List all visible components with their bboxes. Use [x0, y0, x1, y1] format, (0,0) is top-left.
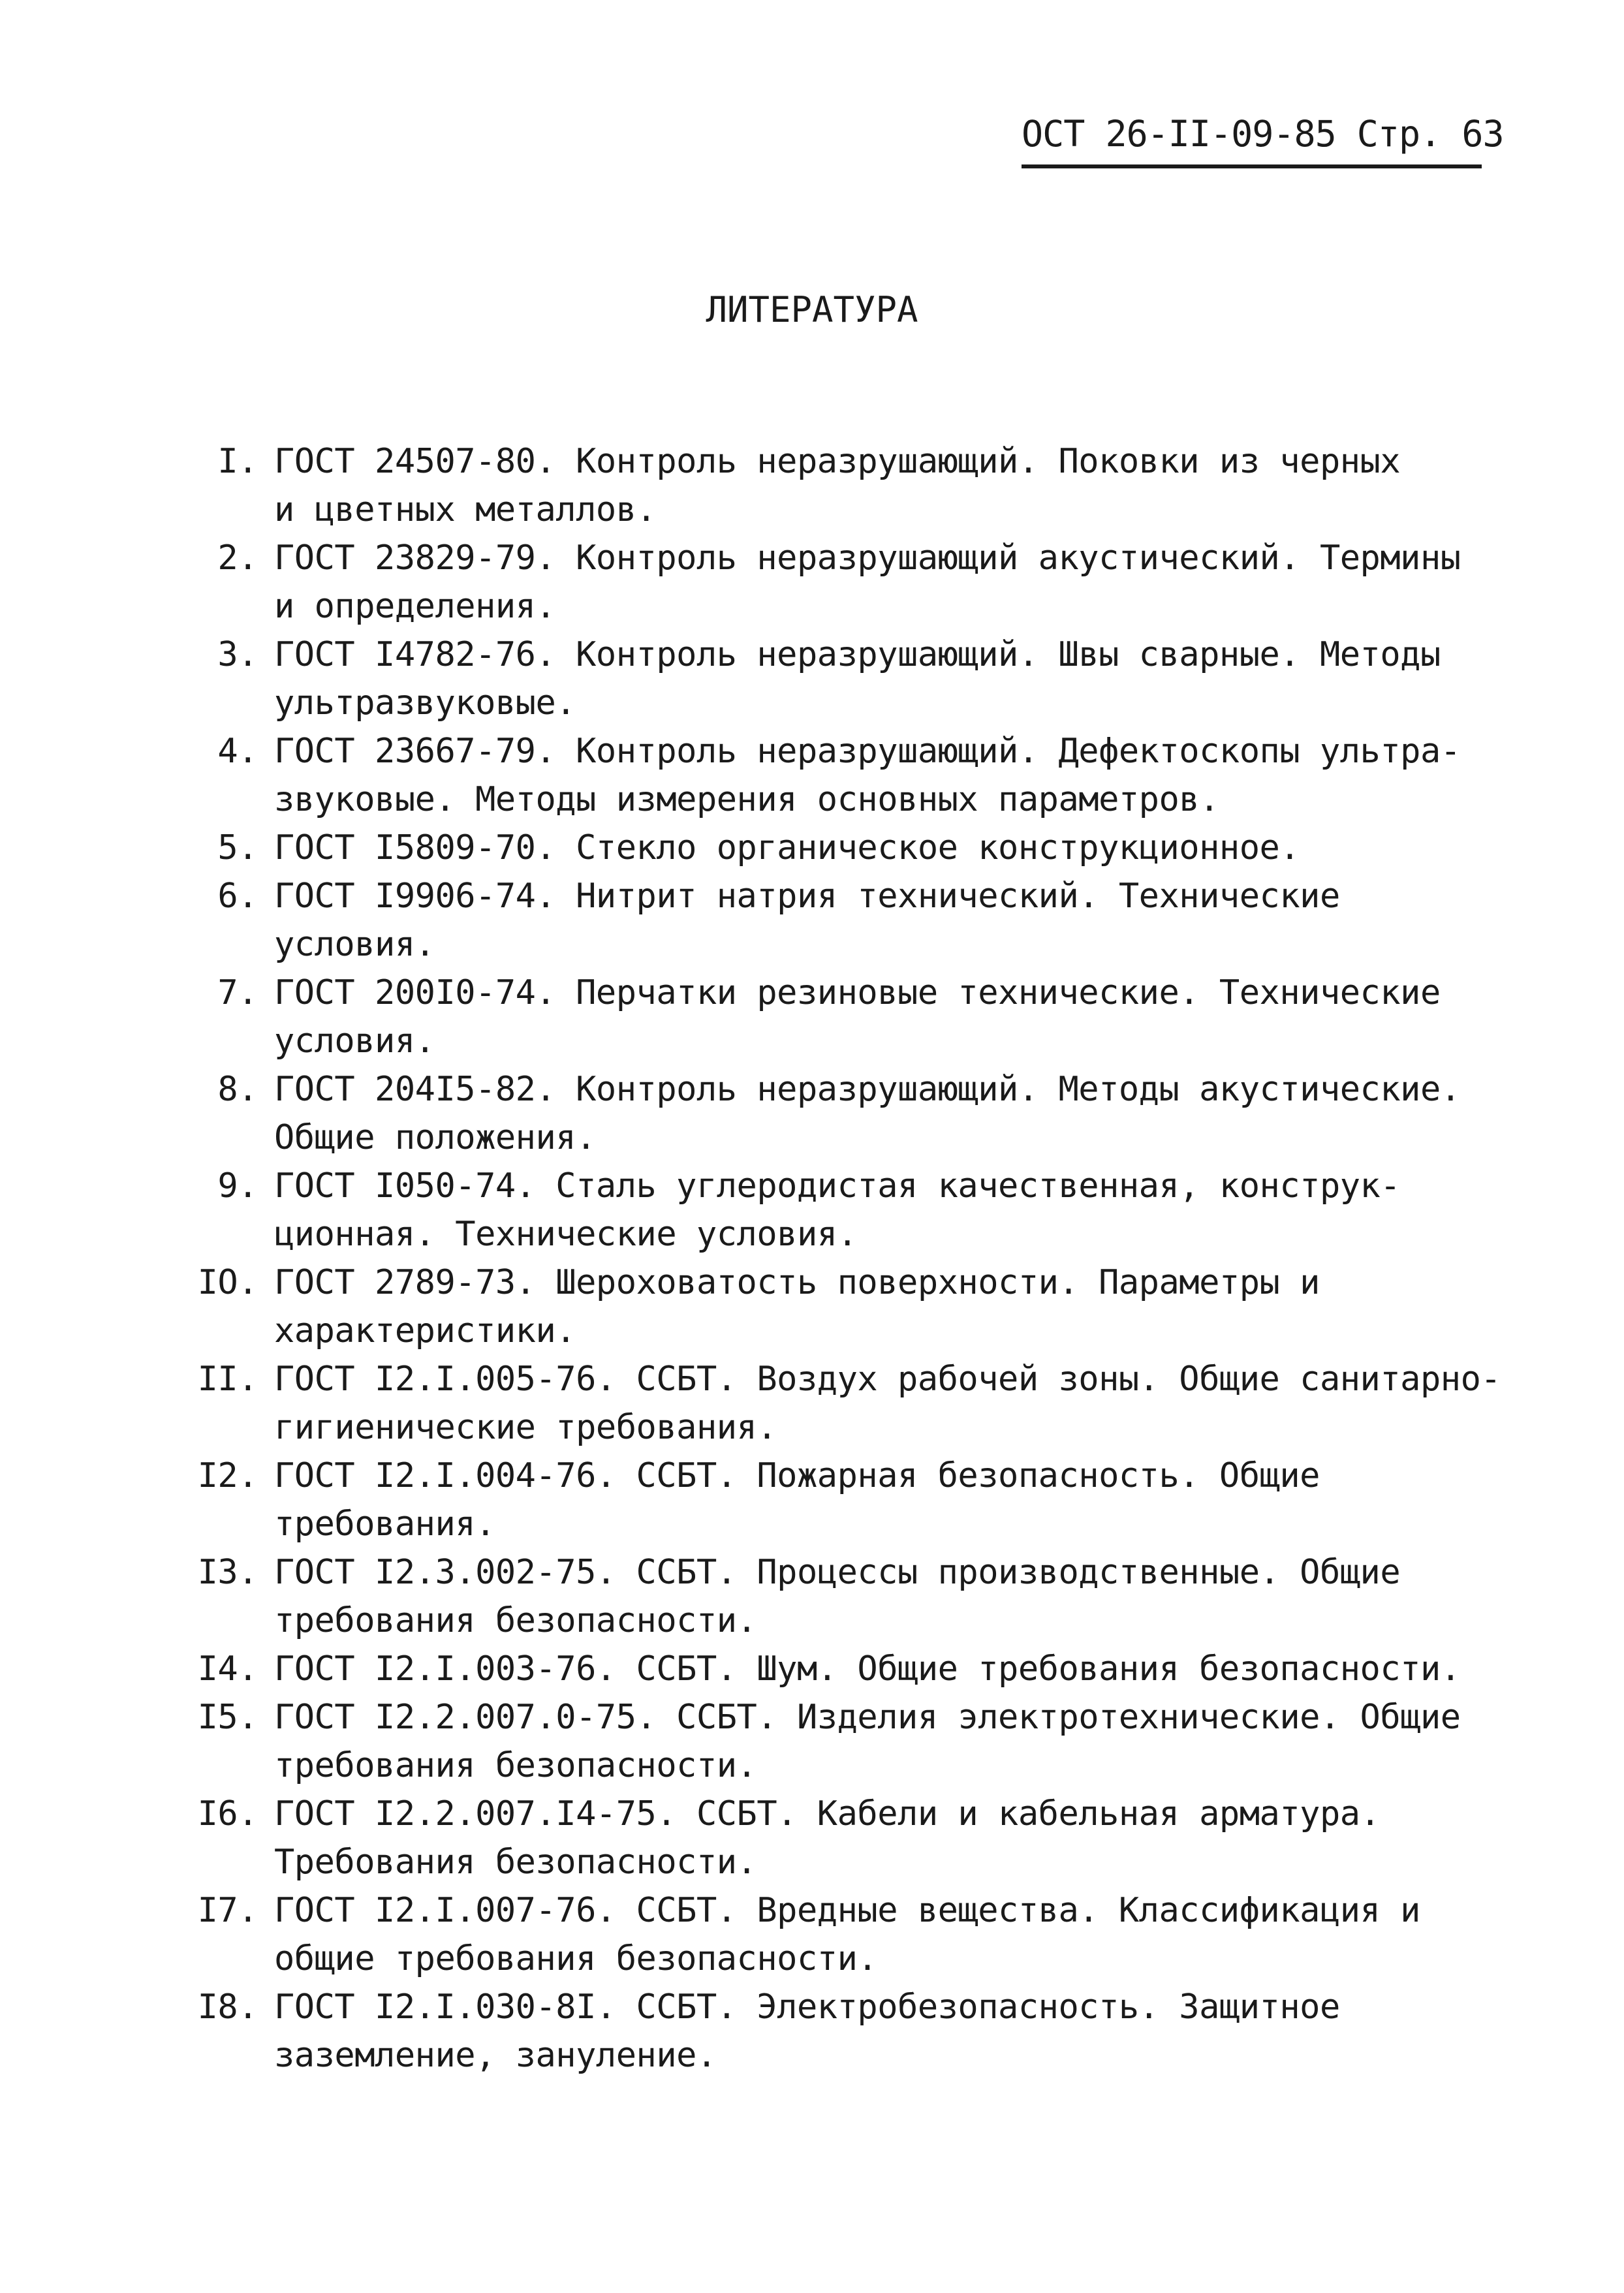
- reference-text: ГОСТ I2.2.007.I4-75. ССБТ. Кабели и кабельная арматура. Требования безопасности.: [274, 1794, 1381, 1882]
- reference-number: I4.: [197, 1649, 258, 1689]
- reference-text: ГОСТ 23829-79. Контроль неразрушающий акустический. Термины и определения.: [274, 538, 1461, 626]
- reference-text: ГОСТ I4782-76. Контроль неразрушающий. Швы сварные. Методы ультразвуковые.: [274, 635, 1441, 723]
- reference-text: ГОСТ I2.I.030-8I. ССБТ. Электробезопасность. Защитное заземление, зануление.: [274, 1988, 1340, 2075]
- reference-text: ГОСТ 200I0-74. Перчатки резиновые технические. Технические условия.: [274, 973, 1441, 1061]
- reference-number: I8.: [197, 1988, 258, 2027]
- reference-text: ГОСТ I2.I.005-76. ССБТ. Воздух рабочей зоны. Общие санитарно- гигиенические требования.: [274, 1360, 1501, 1447]
- reference-number: 2.: [217, 538, 258, 578]
- reference-number: I7.: [197, 1891, 258, 1930]
- reference-number: II.: [197, 1360, 258, 1399]
- reference-text: ГОСТ I2.I.007-76. ССБТ. Вредные вещества. Классификация и общие требования безопасности.: [274, 1891, 1420, 1978]
- reference-number: 8.: [217, 1070, 258, 1109]
- reference-number: 7.: [217, 973, 258, 1012]
- reference-text: ГОСТ I9906-74. Нитрит натрия технический. Технические условия.: [274, 877, 1340, 964]
- reference-number: I2.: [197, 1456, 258, 1495]
- reference-text: ГОСТ I2.I.004-76. ССБТ. Пожарная безопасность. Общие требования.: [274, 1456, 1320, 1544]
- reference-number: 4.: [217, 732, 258, 771]
- reference-text: ГОСТ 23667-79. Контроль неразрушающий. Дефектоскопы ультра- звуковые. Методы измерения основных параметров.: [274, 732, 1461, 819]
- reference-text: ГОСТ 204I5-82. Контроль неразрушающий. Методы акустические. Общие положения.: [274, 1070, 1461, 1157]
- reference-number: 5.: [217, 828, 258, 867]
- reference-number: I3.: [197, 1553, 258, 1592]
- reference-number: I.: [217, 442, 258, 481]
- reference-text: ГОСТ I5809-70. Стекло органическое конструкционное.: [274, 828, 1300, 867]
- reference-text: ГОСТ I050-74. Сталь углеродистая качественная, конструк- ционная. Технические условия.: [274, 1166, 1401, 1254]
- reference-number: IO.: [197, 1263, 258, 1302]
- reference-number: I6.: [197, 1794, 258, 1833]
- reference-number: 6.: [217, 877, 258, 916]
- reference-text: ГОСТ I2.2.007.0-75. ССБТ. Изделия электротехнические. Общие требования безопасности.: [274, 1698, 1461, 1785]
- reference-number: I5.: [197, 1698, 258, 1737]
- reference-number: 3.: [217, 635, 258, 674]
- reference-text: ГОСТ I2.3.002-75. ССБТ. Процессы производственные. Общие требования безопасности.: [274, 1553, 1401, 1640]
- section-title: ЛИТЕРАТУРА: [706, 289, 918, 330]
- reference-text: ГОСТ 2789-73. Шероховатость поверхности. Параметры и характеристики.: [274, 1263, 1320, 1350]
- page-header: ОСТ 26-II-09-85 Стр. 63: [1022, 113, 1504, 155]
- reference-text: ГОСТ 24507-80. Контроль неразрушающий. Поковки из черных и цветных металлов.: [274, 442, 1401, 529]
- reference-text: ГОСТ I2.I.003-76. ССБТ. Шум. Общие требования безопасности.: [274, 1649, 1461, 1689]
- reference-number: 9.: [217, 1166, 258, 1206]
